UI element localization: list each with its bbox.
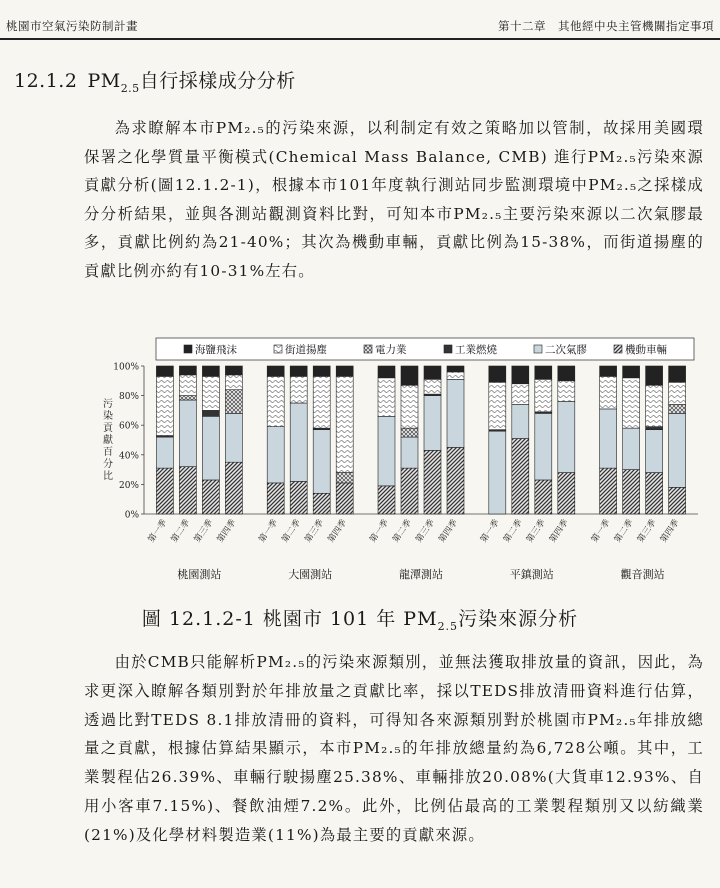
x-group-label: 龍潭測站 xyxy=(399,568,443,581)
x-category-label: 第三季 xyxy=(635,517,659,545)
bar-segment-vehicle xyxy=(447,447,464,514)
bar-segment-road_dust xyxy=(225,375,242,390)
bar-segment-sea_salt xyxy=(225,366,242,375)
x-category-label: 第四季 xyxy=(326,517,350,545)
bar-segment-sea_salt xyxy=(179,366,196,375)
y-tick-label: 60% xyxy=(118,421,139,432)
bar-segment-power xyxy=(179,396,196,400)
bar-segment-road_dust xyxy=(156,376,173,435)
section-number: 12.1.2 xyxy=(14,70,78,92)
bar-segment-secondary xyxy=(447,379,464,447)
bar-segment-road_dust xyxy=(424,379,441,394)
figure-caption xyxy=(0,604,720,633)
bar-segment-sea_salt xyxy=(313,366,330,376)
bar-segment-vehicle xyxy=(646,473,663,514)
bar-segment-vehicle xyxy=(378,486,395,514)
figure-caption-sub: 2.5 xyxy=(437,619,459,633)
bar-segment-power xyxy=(401,428,418,437)
x-group-label: 大園測站 xyxy=(288,568,333,581)
paragraph-1-text: 為求瞭解本市PM₂.₅的污染來源，以利制定有效之策略加以管制，故採用美國環保署之化學質量平衡模式(Chemical Mass Balance, CMB) 進行PM₂.₅污染來源貢獻分析(圖12.1.2-1)，根據本市101年度執行測站同步監測環境中PM₂.₅之採樣成分分析結果，並與各測站觀測資料比對，可知本市PM₂.₅主要污染來源以二次氣膠最多，貢獻比例約為21-40%；其次為機動車輛，貢獻比例為15-38%，而街道揚塵的貢獻比例亦約有10-31%左右。 xyxy=(84,119,704,280)
bar-segment-sea_salt xyxy=(424,366,441,379)
figure-caption-post: 污染來源分析 xyxy=(458,608,579,630)
bar-segment-vehicle xyxy=(401,468,418,514)
y-tick-label: 100% xyxy=(113,362,139,373)
paragraph-1 xyxy=(84,114,704,285)
x-category-label: 第三季 xyxy=(192,517,216,545)
x-category-label: 第一季 xyxy=(478,517,502,545)
bar-segment-sea_salt xyxy=(336,366,353,376)
x-category-label: 第四季 xyxy=(658,517,682,545)
bar-segment-power xyxy=(669,404,686,413)
y-tick-label: 80% xyxy=(118,392,139,403)
legend-swatch-power xyxy=(364,345,372,353)
bar-segment-sea_salt xyxy=(489,366,506,382)
y-tick-label: 20% xyxy=(118,480,139,491)
bar-segment-vehicle xyxy=(623,470,640,514)
bar-segment-secondary xyxy=(156,437,173,468)
x-category-label: 第二季 xyxy=(280,517,304,545)
bar-segment-sea_salt xyxy=(646,366,663,385)
x-category-label: 第四季 xyxy=(215,517,239,545)
x-group-label: 桃園測站 xyxy=(177,568,222,581)
bar-segment-road_dust xyxy=(623,378,640,428)
bar-segment-power xyxy=(225,390,242,414)
bar-segment-sea_salt xyxy=(267,366,284,376)
bar-segment-vehicle xyxy=(512,439,529,514)
bar-segment-vehicle xyxy=(669,487,686,514)
bar-segment-road_dust xyxy=(401,385,418,428)
x-category-label: 第二季 xyxy=(501,517,525,545)
x-category-label: 第二季 xyxy=(169,517,193,545)
x-category-label: 第四季 xyxy=(547,517,571,545)
bar-segment-road_dust xyxy=(336,376,353,472)
bar-segment-vehicle xyxy=(225,462,242,514)
bar-segment-vehicle xyxy=(424,450,441,514)
bar-segment-secondary xyxy=(179,400,196,467)
bar-segment-secondary xyxy=(378,416,395,486)
y-tick-label: 0% xyxy=(124,510,139,521)
x-category-label: 第一季 xyxy=(589,517,613,545)
legend-swatch-road_dust xyxy=(274,345,282,353)
bar-segment-road_dust xyxy=(512,384,529,405)
bar-segment-secondary xyxy=(512,404,529,438)
bar-segment-road_dust xyxy=(267,376,284,426)
bar-segment-road_dust xyxy=(202,376,219,410)
bar-segment-secondary xyxy=(558,402,575,473)
bar-segment-secondary xyxy=(401,437,418,468)
bar-segment-sea_salt xyxy=(202,366,219,376)
bar-segment-vehicle xyxy=(267,483,284,514)
bar-segment-vehicle xyxy=(290,481,307,514)
x-category-label: 第三季 xyxy=(303,517,327,545)
y-axis-label: 污染貢獻百分比 xyxy=(100,398,112,482)
legend-swatch-vehicle xyxy=(614,345,622,353)
x-category-label: 第二季 xyxy=(391,517,414,545)
bar-segment-secondary xyxy=(646,430,663,473)
section-title-sub: 2.5 xyxy=(120,81,140,95)
x-group-label: 平鎮測站 xyxy=(509,568,554,581)
section-heading xyxy=(14,66,296,95)
bar-segment-sea_salt xyxy=(378,366,395,378)
bar-segment-vehicle xyxy=(600,468,617,514)
bar-segment-road_dust xyxy=(558,381,575,402)
legend-label-industrial: 工業燃燒 xyxy=(455,344,497,356)
bar-segment-road_dust xyxy=(290,376,307,403)
legend-label-secondary: 二次氣膠 xyxy=(545,344,587,356)
bar-segment-secondary xyxy=(313,430,330,494)
bar-segment-vehicle xyxy=(202,480,219,514)
page-header xyxy=(0,14,720,36)
x-category-label: 第二季 xyxy=(612,517,636,545)
bar-segment-sea_salt xyxy=(669,366,686,382)
bar-segment-secondary xyxy=(267,427,284,483)
bar-segment-vehicle xyxy=(179,467,196,514)
x-category-label: 第一季 xyxy=(368,517,391,545)
legend-label-vehicle: 機動車輛 xyxy=(625,344,667,356)
bar-segment-vehicle xyxy=(558,473,575,514)
x-category-label: 第一季 xyxy=(257,517,281,545)
bar-segment-sea_salt xyxy=(447,366,464,372)
bar-segment-sea_salt xyxy=(600,366,617,376)
bar-segment-sea_salt xyxy=(623,366,640,378)
bar-segment-industrial xyxy=(202,410,219,416)
bar-segment-road_dust xyxy=(600,376,617,409)
bar-segment-secondary xyxy=(623,428,640,469)
y-tick-label: 40% xyxy=(118,451,139,462)
legend-label-sea_salt: 海鹽飛沫 xyxy=(195,344,237,356)
legend-swatch-sea_salt xyxy=(184,345,192,353)
bar-segment-secondary xyxy=(290,403,307,481)
bar-segment-road_dust xyxy=(646,385,663,426)
bar-segment-sea_salt xyxy=(558,366,575,381)
legend-label-road_dust: 街道揚塵 xyxy=(285,344,327,356)
header-chapter-title: 第十二章 其他經中央主管機關指定事項 xyxy=(498,19,714,33)
bar-segment-vehicle xyxy=(535,480,552,514)
bar-segment-secondary xyxy=(600,409,617,468)
chart-svg xyxy=(94,334,704,594)
bar-segment-secondary xyxy=(424,396,441,451)
bar-segment-road_dust xyxy=(535,379,552,412)
bar-segment-road_dust xyxy=(313,376,330,428)
bar-segment-vehicle xyxy=(313,493,330,514)
legend-swatch-industrial xyxy=(444,345,452,353)
bar-segment-secondary xyxy=(535,413,552,480)
bar-segment-secondary xyxy=(225,413,242,462)
bar-segment-vehicle xyxy=(336,483,353,514)
paragraph-2 xyxy=(84,648,704,850)
bar-segment-secondary xyxy=(489,431,506,514)
bar-segment-vehicle xyxy=(156,468,173,514)
x-category-label: 第三季 xyxy=(414,517,437,545)
bar-segment-road_dust xyxy=(489,382,506,429)
x-category-label: 第三季 xyxy=(524,517,548,545)
paragraph-2-text: 由於CMB只能解析PM₂.₅的污染來源類別，並無法獲取排放量的資訊，因此，為求更深入瞭解各類別對於年排放量之貢獻比率，採以TEDS排放清冊資料進行估算，透過比對TEDS 8.1排放清冊的資料，可得知各來源類別對於桃園市PM₂.₅年排放總量之貢獻，根據估算結果顯示，本市PM₂.₅的年排放總量約為6,728公噸。其中，工業製程佔26.39%、車輛行駛揚塵25.38%、車輛排放20.08%(大貨車12.93%、自用小客車7.15%)、餐飲油煙7.2%。此外，比例佔最高的工業製程類別又以紡織業(21%)及化學材料製造業(11%)為最主要的貢獻來源。 xyxy=(84,653,704,844)
x-category-label: 第四季 xyxy=(437,517,460,545)
bar-segment-sea_salt xyxy=(401,366,418,385)
header-rule xyxy=(0,38,720,40)
bar-segment-power xyxy=(336,473,353,483)
bar-segment-sea_salt xyxy=(512,366,529,384)
bar-segment-secondary xyxy=(202,416,219,480)
figure-caption-pre: 圖 12.1.2-1 桃園市 101 年 PM xyxy=(141,608,438,630)
bar-segment-road_dust xyxy=(447,372,464,379)
bar-segment-sea_salt xyxy=(535,366,552,379)
x-group-label: 觀音測站 xyxy=(620,568,665,581)
bar-segment-sea_salt xyxy=(156,366,173,376)
bar-segment-road_dust xyxy=(179,375,196,396)
section-title-pre: PM xyxy=(87,70,121,92)
bar-segment-road_dust xyxy=(378,378,395,416)
bar-segment-sea_salt xyxy=(290,366,307,376)
header-document-title: 桃園市空氣污染防制計畫 xyxy=(6,19,138,33)
bar-segment-industrial xyxy=(646,427,663,430)
section-title-post: 自行採樣成分分析 xyxy=(139,70,296,92)
source-apportionment-chart xyxy=(94,334,704,594)
x-category-label: 第一季 xyxy=(146,517,170,545)
bar-segment-road_dust xyxy=(669,382,686,404)
bar-segment-secondary xyxy=(669,413,686,487)
legend-swatch-secondary xyxy=(534,345,542,353)
legend-label-power: 電力業 xyxy=(375,344,407,356)
